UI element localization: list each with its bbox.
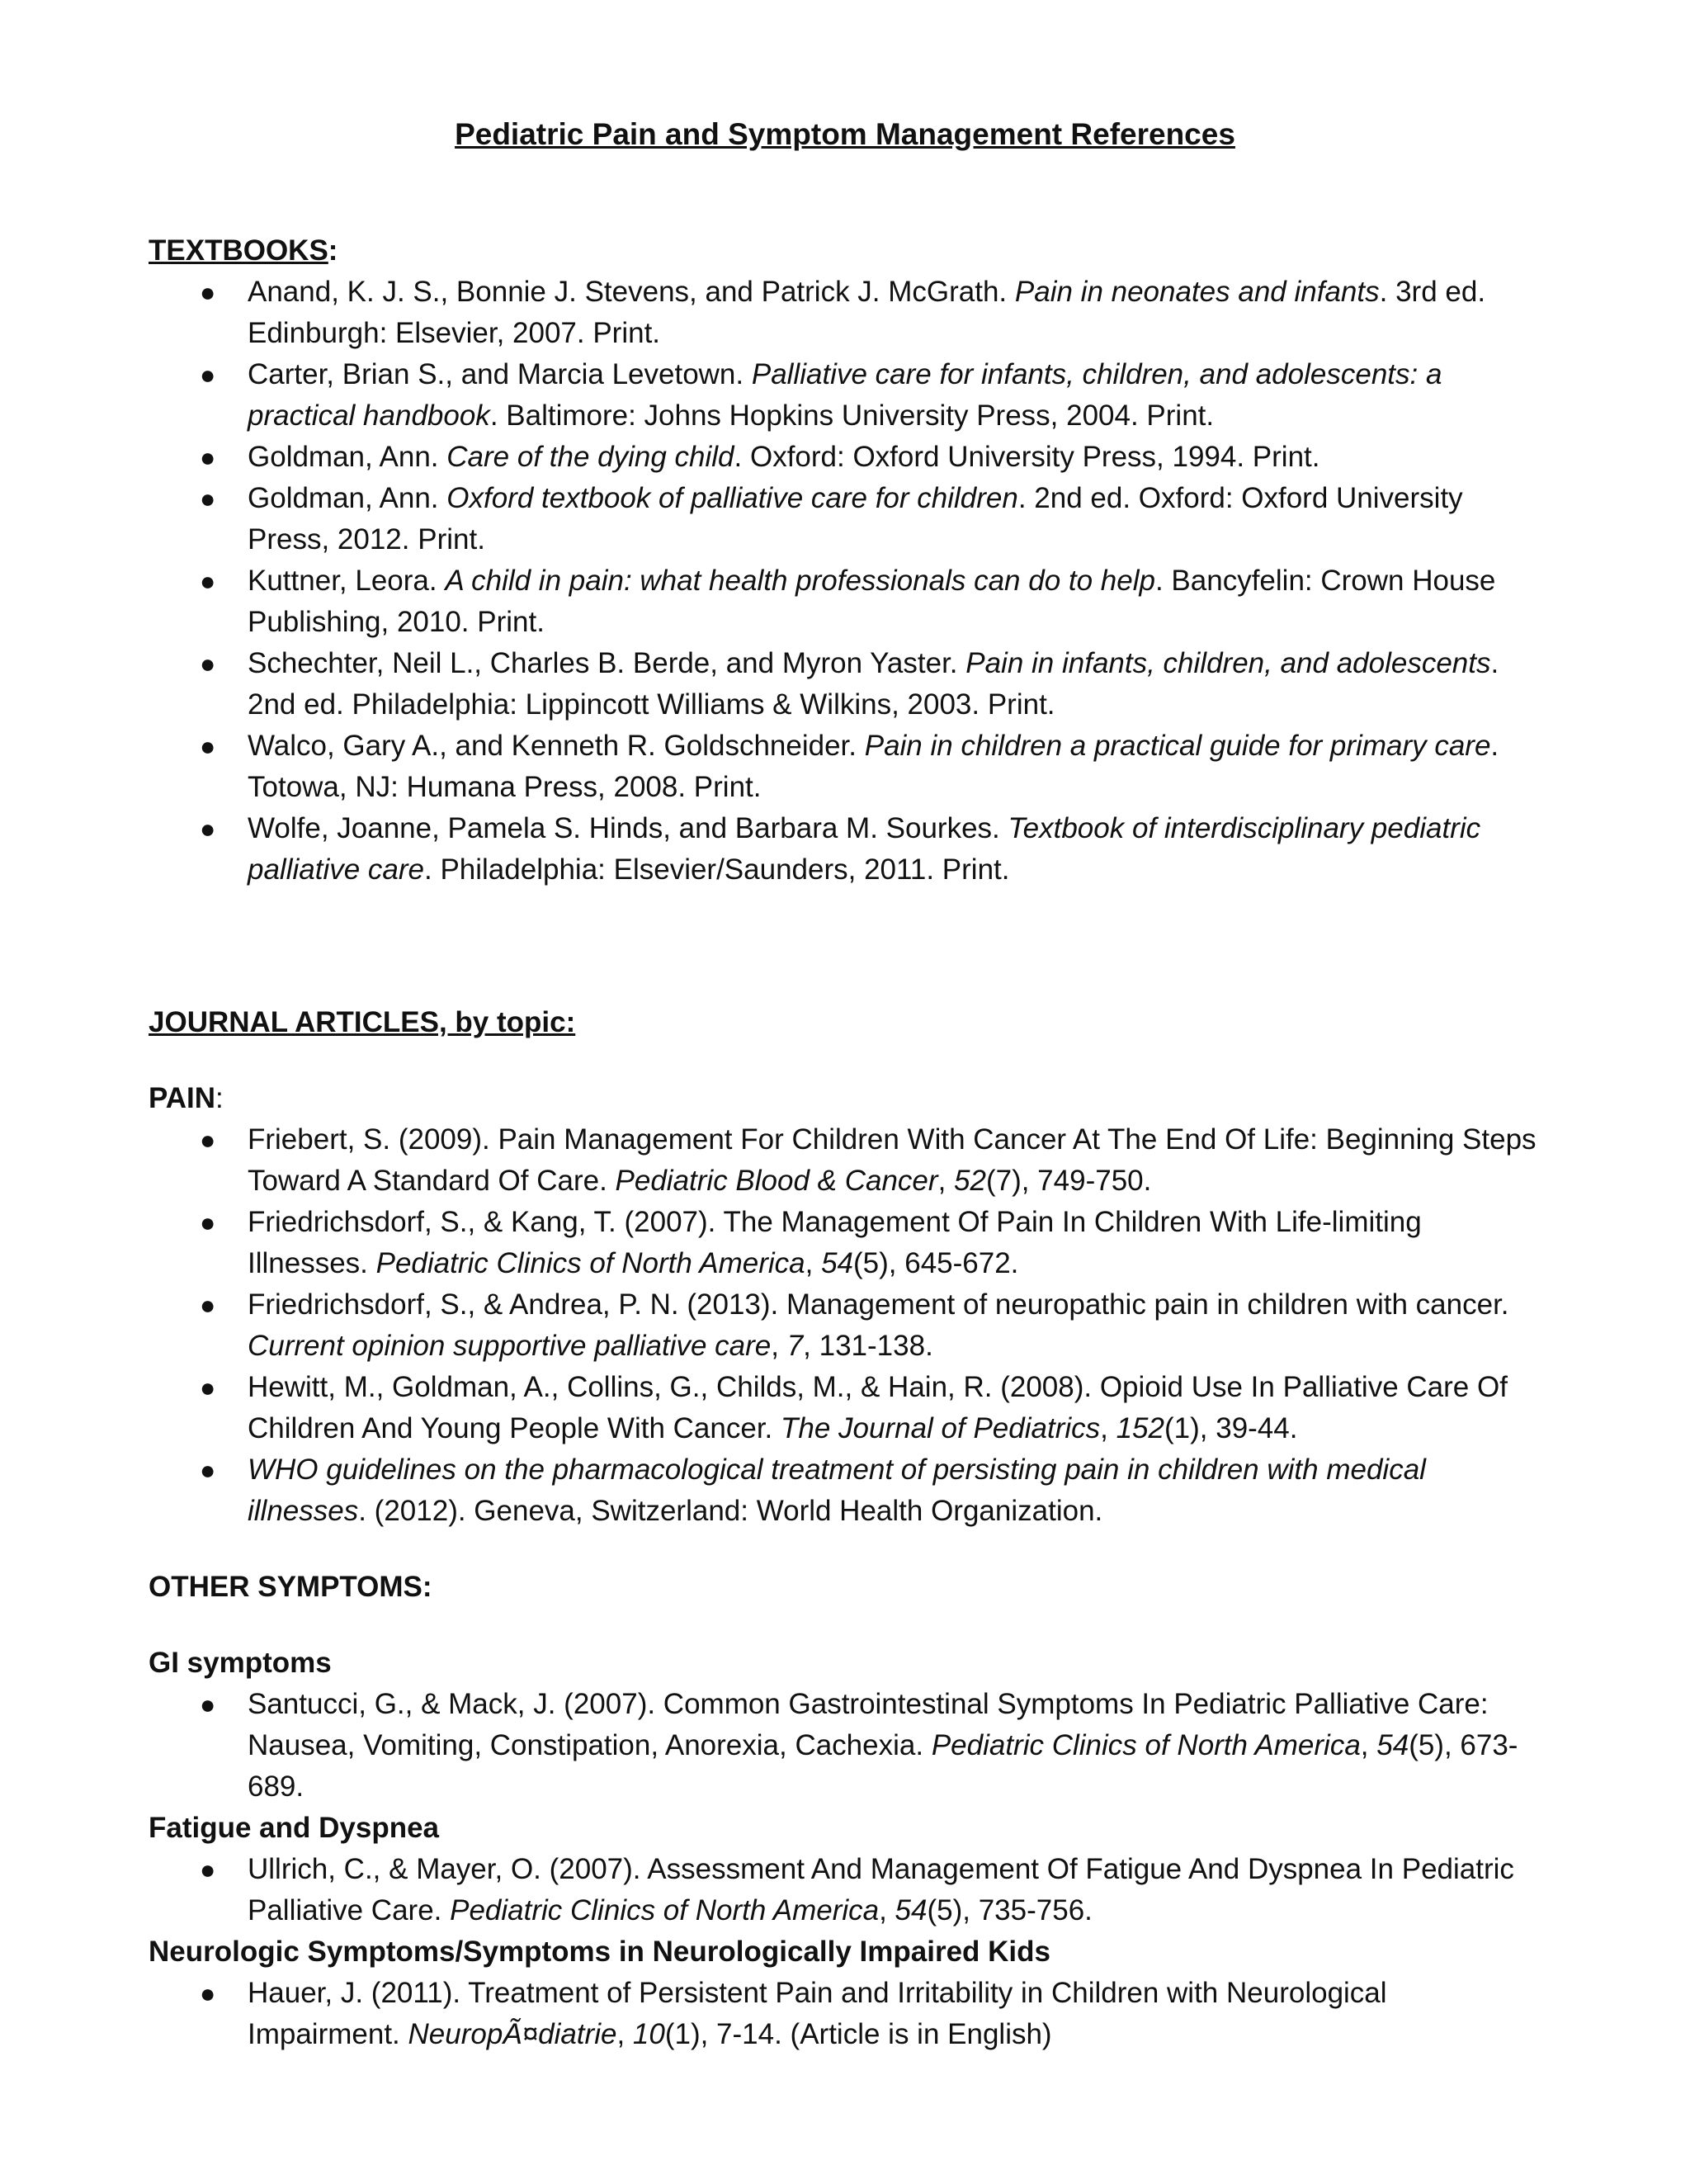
ref-title: Textbook of interdisciplinary pediatric palliative care — [248, 812, 1481, 886]
ref-sep: , — [771, 1330, 787, 1362]
list-item — [149, 478, 1541, 560]
bullet-icon: ● — [200, 566, 216, 596]
ref-publication: . (2012). Geneva, Switzerland: World Health Organization. — [358, 1495, 1103, 1527]
ref-authors: Ullrich, C., & Mayer, O. (2007). Assessment And Management Of Fatigue And Dyspnea In Pediatric Palliative Care. — [248, 1853, 1514, 1926]
bullet-icon: ● — [200, 1373, 216, 1402]
gi-list — [149, 1684, 1541, 1808]
reference-text — [248, 812, 1480, 886]
bullet-icon: ● — [200, 1855, 216, 1884]
ref-journal: Pediatric Clinics of North America — [450, 1894, 880, 1926]
page-title: Pediatric Pain and Symptom Management References — [455, 117, 1235, 151]
reference-text — [248, 482, 1463, 555]
ref-volume: 7 — [786, 1330, 804, 1362]
ref-publication: . Baltimore: Johns Hopkins University Press, 2004. Print. — [489, 399, 1215, 432]
ref-sep: , — [1360, 1729, 1377, 1761]
list-item — [149, 1119, 1541, 1202]
ref-authors: Carter, Brian S., and Marcia Levetown. — [248, 358, 752, 390]
ref-title: Oxford textbook of palliative care for children — [446, 482, 1018, 514]
neuro-list — [149, 1973, 1541, 2055]
list-item — [149, 1367, 1541, 1449]
list-item — [149, 1284, 1541, 1367]
ref-authors: Walco, Gary A., and Kenneth R. Goldschneider. — [248, 730, 865, 762]
list-item — [149, 1202, 1541, 1284]
reference-text — [248, 1123, 1537, 1197]
ref-title: A child in pain: what health professionals can do to help — [445, 565, 1155, 597]
bullet-icon: ● — [200, 1690, 216, 1719]
bullet-icon: ● — [200, 442, 216, 472]
ref-volume: 10 — [632, 2018, 665, 2050]
ref-publication: . Bancyfelin: Crown House Publishing, 2010. Print. — [248, 565, 1496, 638]
ref-pages: , 131-138. — [803, 1330, 933, 1362]
bullet-icon: ● — [200, 484, 216, 513]
reference-text — [248, 1454, 1426, 1527]
bullet-icon: ● — [200, 814, 216, 844]
other-symptoms-heading: OTHER SYMPTOMS: — [149, 1571, 432, 1603]
list-item — [149, 354, 1541, 437]
ref-pages: (7), 749-750. — [985, 1165, 1152, 1197]
textbooks-heading — [149, 230, 1541, 272]
bullet-icon: ● — [200, 1455, 216, 1485]
ref-authors: Anand, K. J. S., Bonnie J. Stevens, and Patrick J. McGrath. — [248, 276, 1015, 308]
ref-publication: . 3rd ed. Edinburgh: Elsevier, 2007. Print. — [248, 276, 1486, 349]
ref-authors: Hewitt, M., Goldman, A., Collins, G., Childs, M., & Hain, R. (2008). Opioid Use In Palliative Care Of Children And Young People With Cancer. — [248, 1371, 1508, 1444]
list-item — [149, 726, 1541, 808]
ref-journal: The Journal of Pediatrics — [781, 1412, 1101, 1444]
ref-authors: Goldman, Ann. — [248, 441, 447, 473]
ref-pages: (5), 673-689. — [248, 1729, 1518, 1803]
ref-title: Palliative care for infants, children, and adolescents: a practical handbook — [248, 358, 1442, 432]
ref-publication: . Oxford: Oxford University Press, 1994. Print. — [734, 441, 1320, 473]
neurologic-symptoms-heading: Neurologic Symptoms/Symptoms in Neurologically Impaired Kids — [149, 1936, 1050, 1968]
textbooks-heading-colon: : — [328, 234, 338, 267]
gi-symptoms-heading: GI symptoms — [149, 1647, 332, 1679]
ref-authors: Goldman, Ann. — [248, 482, 447, 514]
ref-sep: , — [616, 2018, 633, 2050]
pain-heading — [149, 1078, 1541, 1119]
reference-text — [248, 358, 1442, 432]
ref-volume: 54 — [895, 1894, 928, 1926]
spacer — [149, 891, 1541, 1002]
list-item — [149, 272, 1541, 354]
fatigue-dyspnea-heading: Fatigue and Dyspnea — [149, 1812, 440, 1844]
reference-text — [248, 730, 1499, 803]
ref-volume: 152 — [1116, 1412, 1164, 1444]
ref-volume: 54 — [1376, 1729, 1409, 1761]
ref-authors: Wolfe, Joanne, Pamela S. Hinds, and Barbara M. Sourkes. — [248, 812, 1008, 844]
ref-sep: , — [805, 1247, 822, 1279]
bullet-icon: ● — [200, 360, 216, 390]
ref-authors: Schechter, Neil L., Charles B. Berde, and Myron Yaster. — [248, 647, 966, 679]
ref-publication: . 2nd ed. Oxford: Oxford University Press, 2012. Print. — [248, 482, 1463, 555]
bullet-icon: ● — [200, 731, 216, 761]
pain-heading-text: PAIN — [149, 1082, 216, 1114]
ref-publication: . 2nd ed. Philadelphia: Lippincott Williams & Wilkins, 2003. Print. — [248, 647, 1499, 721]
list-item — [149, 643, 1541, 726]
ref-authors: Friedrichsdorf, S., & Kang, T. (2007). The Management Of Pain In Children With Life-limiting Illnesses. — [248, 1206, 1422, 1279]
ref-journal: Pediatric Clinics of North America — [375, 1247, 805, 1279]
bullet-icon: ● — [200, 1978, 216, 2008]
list-item — [149, 1849, 1541, 1931]
ref-publication: . Philadelphia: Elsevier/Saunders, 2011. Print. — [424, 853, 1010, 886]
spacer — [149, 1043, 1541, 1078]
ref-sep: , — [1100, 1412, 1116, 1444]
reference-text — [248, 565, 1495, 638]
reference-text — [248, 1853, 1514, 1926]
ref-pages: (1), 7-14. (Article is in English) — [664, 2018, 1052, 2050]
list-item — [149, 437, 1541, 478]
textbooks-list — [149, 272, 1541, 891]
ref-journal: NeuropÃ¤diatrie — [408, 2018, 617, 2050]
reference-text — [248, 1288, 1509, 1362]
reference-text — [248, 441, 1320, 473]
bullet-icon: ● — [200, 277, 216, 307]
list-item — [149, 808, 1541, 891]
bullet-icon: ● — [200, 1125, 216, 1155]
ref-journal: Pediatric Clinics of North America — [931, 1729, 1361, 1761]
spacer — [149, 1532, 1541, 1567]
list-item — [149, 1449, 1541, 1532]
reference-text — [248, 647, 1499, 721]
ref-journal: Current opinion supportive palliative care — [248, 1330, 772, 1362]
ref-journal: Pediatric Blood & Cancer — [615, 1165, 938, 1197]
list-item — [149, 1973, 1541, 2055]
ref-authors: Friebert, S. (2009). Pain Management For Children With Cancer At The End Of Life: Beginning Steps Toward A Standard Of Care. — [248, 1123, 1537, 1197]
bullet-icon: ● — [200, 649, 216, 678]
reference-text — [248, 1977, 1387, 2050]
ref-title: Care of the dying child — [446, 441, 734, 473]
pain-list — [149, 1119, 1541, 1532]
ref-title: Pain in infants, children, and adolescents — [965, 647, 1491, 679]
ref-authors: Santucci, G., & Mack, J. (2007). Common Gastrointestinal Symptoms In Pediatric Palliative Care: Nausea, Vomiting, Constipation, Anorexia, Cachexia. — [248, 1688, 1489, 1761]
ref-title: Pain in neonates and infants — [1014, 276, 1380, 308]
ref-pages: (5), 645-672. — [853, 1247, 1019, 1279]
spacer — [149, 158, 1541, 230]
ref-title: Pain in children a practical guide for primary care — [864, 730, 1491, 762]
bullet-icon: ● — [200, 1208, 216, 1237]
ref-volume: 52 — [954, 1165, 986, 1197]
ref-sep: , — [879, 1894, 895, 1926]
reference-text — [248, 1206, 1422, 1279]
reference-text — [248, 276, 1485, 349]
ref-authors: Kuttner, Leora. — [248, 565, 446, 597]
reference-text — [248, 1688, 1518, 1803]
ref-authors: Hauer, J. (2011). Treatment of Persistent Pain and Irritability in Children with Neurological Impairment. — [248, 1977, 1387, 2050]
list-item — [149, 1684, 1541, 1808]
ref-authors: Friedrichsdorf, S., & Andrea, P. N. (2013). Management of neuropathic pain in children with cancer. — [248, 1288, 1509, 1321]
ref-publication: . Totowa, NJ: Humana Press, 2008. Print. — [248, 730, 1499, 803]
pain-heading-colon: : — [215, 1082, 224, 1114]
list-item — [149, 560, 1541, 643]
reference-text — [248, 1371, 1508, 1444]
ref-sep: , — [937, 1165, 955, 1197]
bullet-icon: ● — [200, 1290, 216, 1320]
ref-pages: (1), 39-44. — [1164, 1412, 1298, 1444]
textbooks-heading-text: TEXTBOOKS — [149, 234, 328, 267]
fatigue-list — [149, 1849, 1541, 1931]
journal-articles-heading: JOURNAL ARTICLES, by topic: — [149, 1006, 576, 1038]
spacer — [149, 1608, 1541, 1643]
ref-volume: 54 — [821, 1247, 853, 1279]
ref-title: WHO guidelines on the pharmacological treatment of persisting pain in children with medical illnesses — [248, 1454, 1426, 1527]
ref-pages: (5), 735-756. — [927, 1894, 1093, 1926]
